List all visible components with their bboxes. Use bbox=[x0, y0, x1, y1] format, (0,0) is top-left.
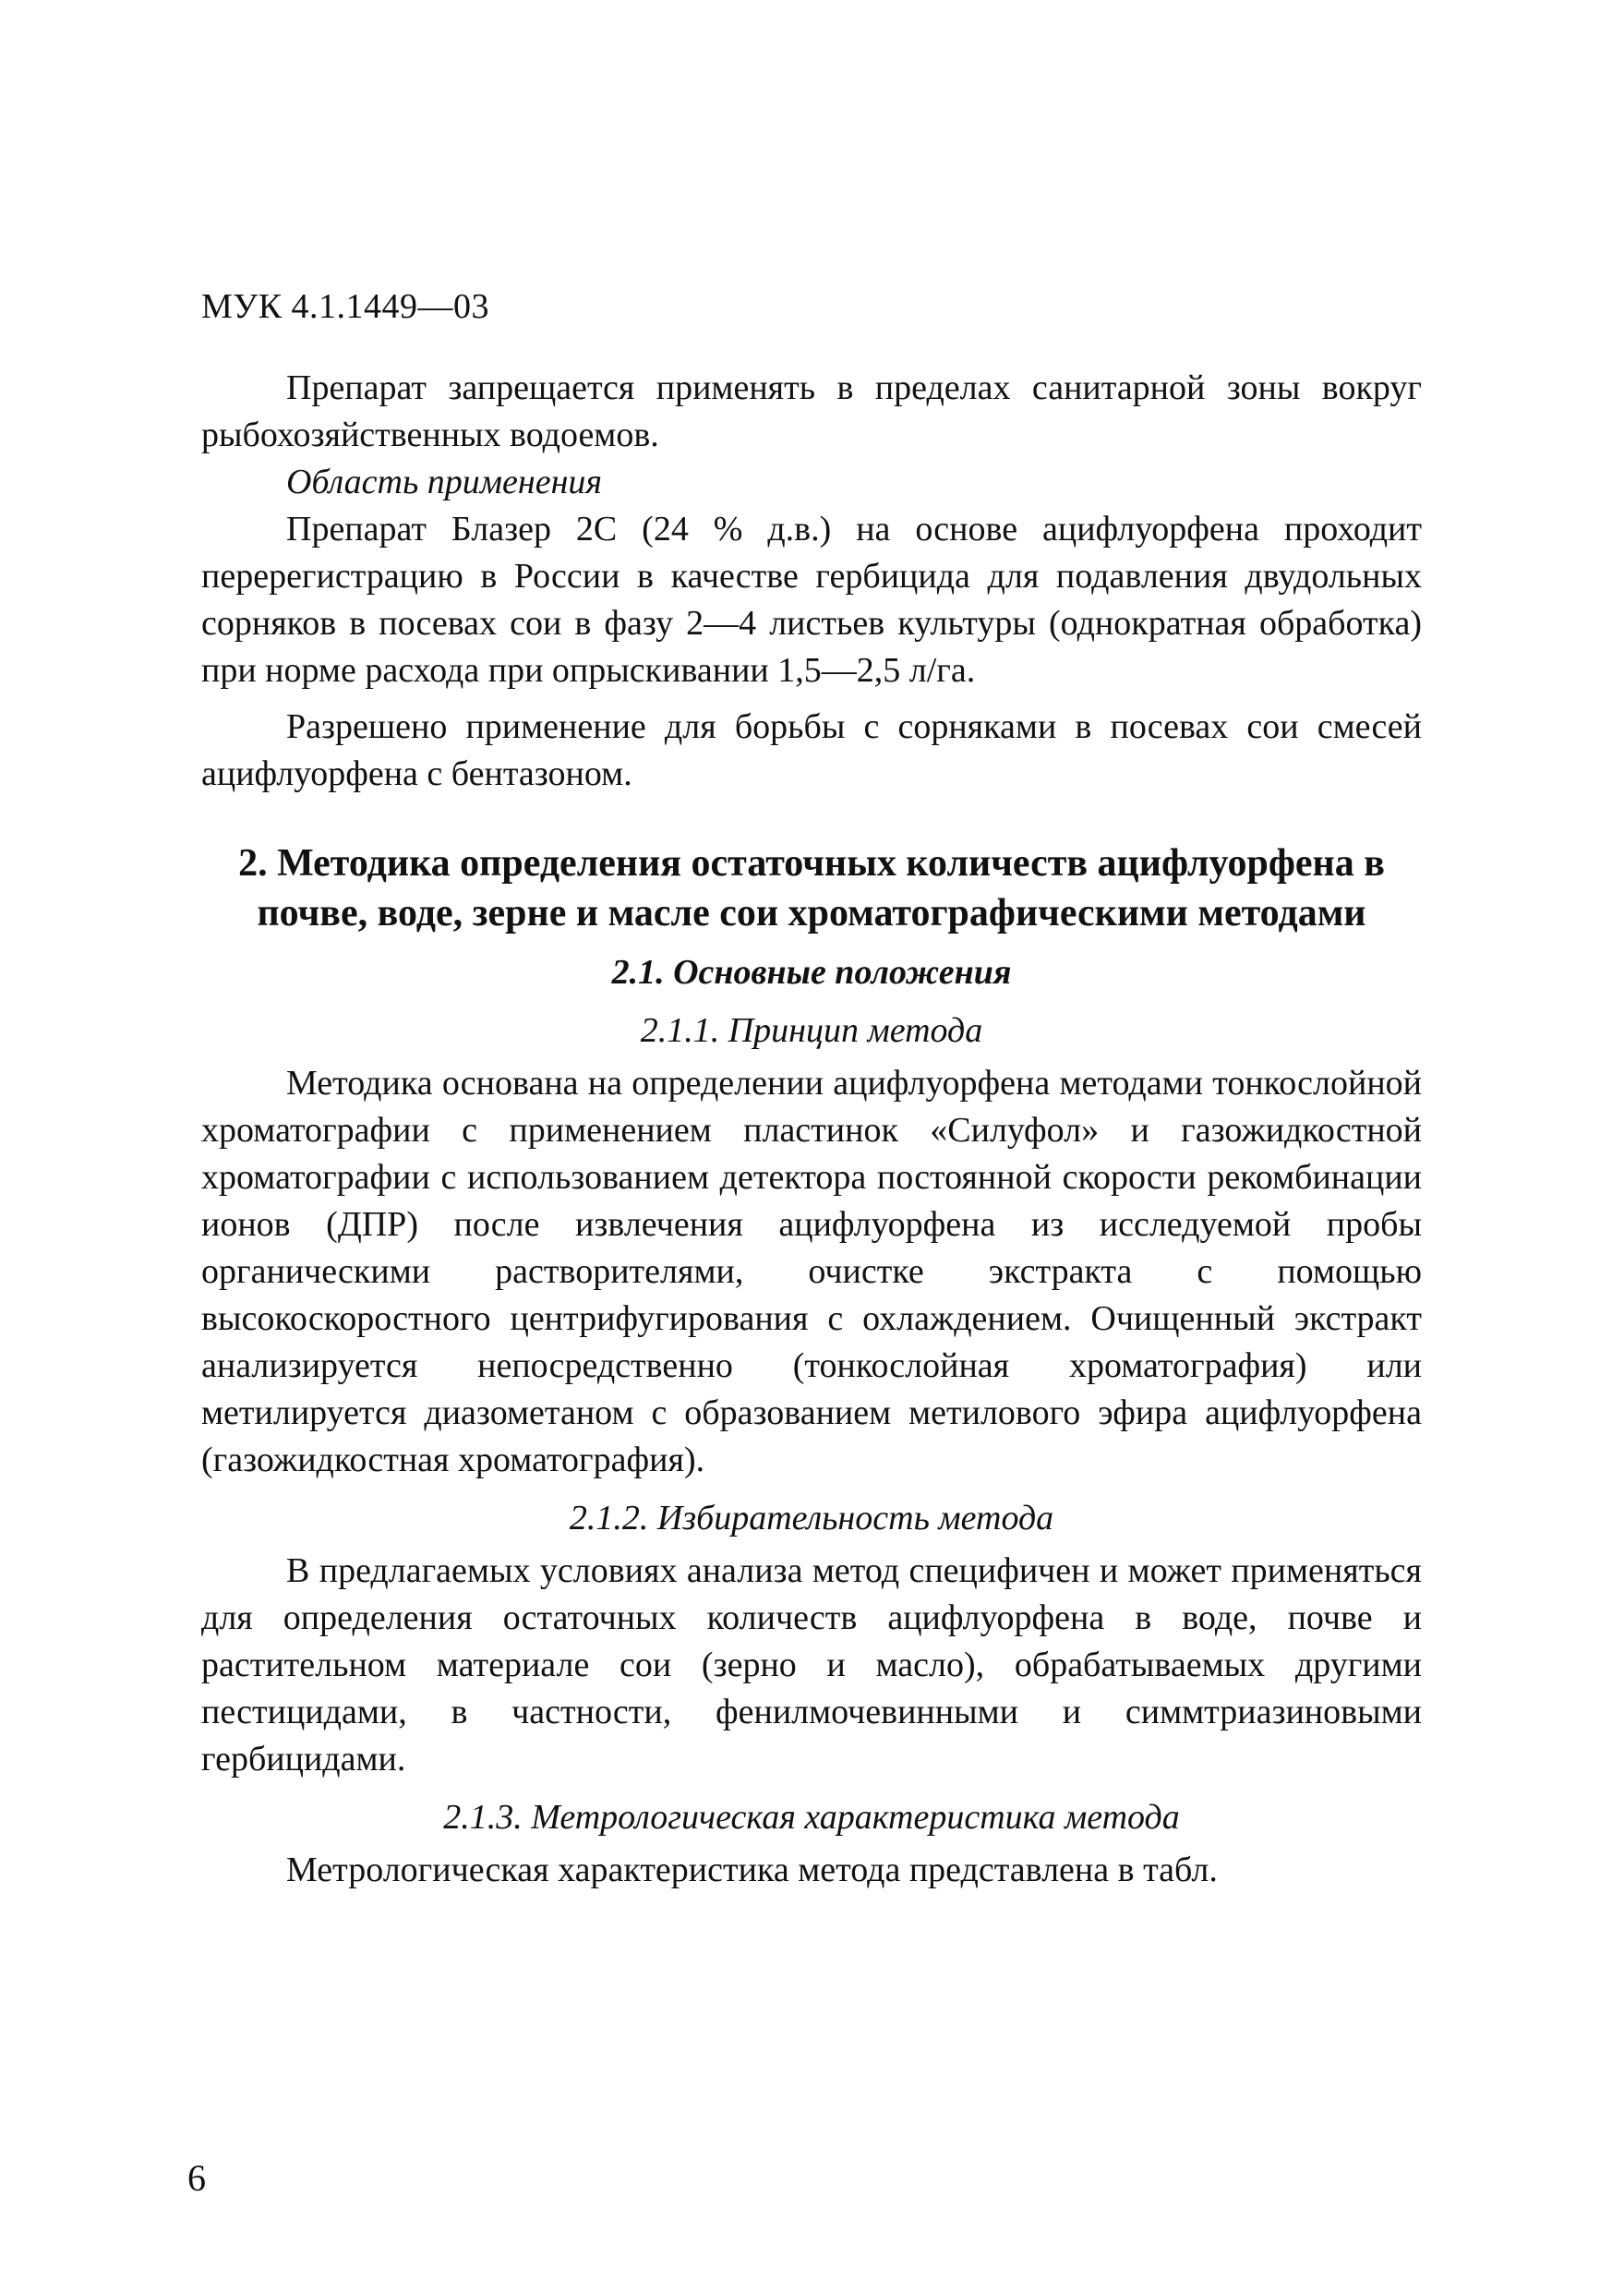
page-number: 6 bbox=[187, 2157, 206, 2199]
section-title: 2. Методика определения остаточных количеств ацифлуорфена в почве, воде, зерне и масле сои хроматографическими методами bbox=[238, 842, 1385, 934]
paragraph-restriction: Препарат запрещается применять в пределах санитарной зоны вокруг рыбохозяйственных водоемов. bbox=[201, 368, 1422, 454]
paragraph-principle: Методика основана на определении ацифлуорфена методами тонкослойной хроматографии с применением пластинок «Силуфол» и газожидкостной хроматографии с использованием детектора постоянной скорости рекомбинации ионов (ДПР) после извлечения ацифлуорфена из исследуемой пробы органическими растворителями, очистке экстракта с помощью высокоскоростного центрифугирования с охлаждением. Очищенный экстракт анализируется непосредственно (тонкослойная хроматография) или метилируется диазометаном с образованием метилового эфира ацифлуорфена (газожидкостная хроматография). bbox=[201, 1064, 1422, 1479]
area-of-use-heading: Область применения bbox=[286, 463, 603, 501]
subsection-heading-selectivity: 2.1.2. Избирательность метода bbox=[569, 1499, 1054, 1537]
subsection-heading-principle: 2.1.1. Принцип метода bbox=[640, 1011, 983, 1050]
document-code: МУК 4.1.1449—03 bbox=[201, 287, 490, 326]
paragraph-selectivity: В предлагаемых условиях анализа метод специфичен и может применяться для определения остаточных количеств ацифлуорфена в воде, почве и растительном материале сои (зерно и масло), обрабатываемых другими пестицидами, в частности, фенилмочевинными и симмтриазиновыми гербицидами. bbox=[201, 1551, 1422, 1779]
paragraph-metrology: Метрологическая характеристика метода представлена в табл. bbox=[286, 1851, 1218, 1889]
paragraph-mixture: Разрешено применение для борьбы с сорняками в посевах сои смесей ацифлуорфена с бентазоном. bbox=[201, 707, 1422, 793]
subsection-heading-metrology: 2.1.3. Метрологическая характеристика метода bbox=[443, 1798, 1180, 1837]
subsection-title: 2.1. Основные положения bbox=[611, 953, 1012, 992]
page-content bbox=[201, 365, 1422, 1894]
paragraph-registration: Препарат Блазер 2С (24 % д.в.) на основе ацифлуорфена проходит перерегистрацию в России в качестве гербицида для подавления двудольных сорняков в посевах сои в фазу 2—4 листьев культуры (однократная обработка) при норме расхода при опрыскивании 1,5—2,5 л/га. bbox=[201, 510, 1422, 690]
